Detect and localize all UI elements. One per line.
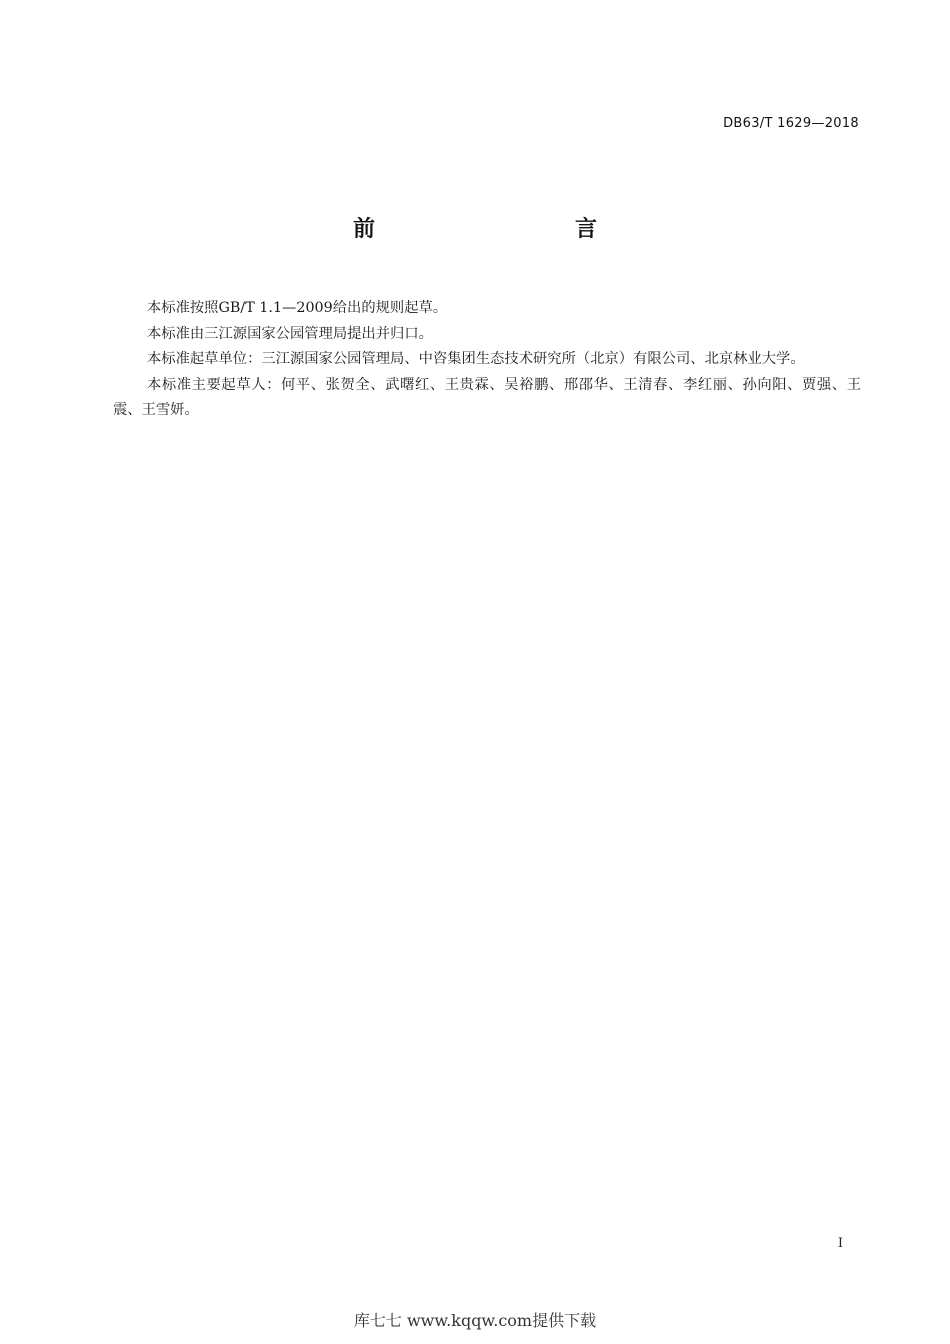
paragraph-drafting-units: 本标准起草单位：三江源国家公园管理局、中咨集团生态技术研究所（北京）有限公司、北京林业大学。 (147, 351, 805, 367)
foreword-body (113, 296, 861, 424)
standard-code: DB63/T 1629—2018 (723, 116, 859, 131)
paragraph-proposer: 本标准由三江源国家公园管理局提出并归口。 (147, 325, 433, 342)
page-number: I (837, 1236, 843, 1251)
download-watermark: 库七七 www.kqqw.com提供下载 (353, 1311, 597, 1330)
paragraph-drafters: 本标准主要起草人：何平、张贺全、武曙红、王贵霖、吴裕鹏、邢邵华、王清春、李红丽、孙向阳、贾强、王震、王雪妍。 (113, 376, 861, 418)
paragraph-drafting-rules: 本标准按照GB/T 1.1—2009给出的规则起草。 (147, 300, 448, 316)
page-title: 前 言 (352, 217, 649, 242)
